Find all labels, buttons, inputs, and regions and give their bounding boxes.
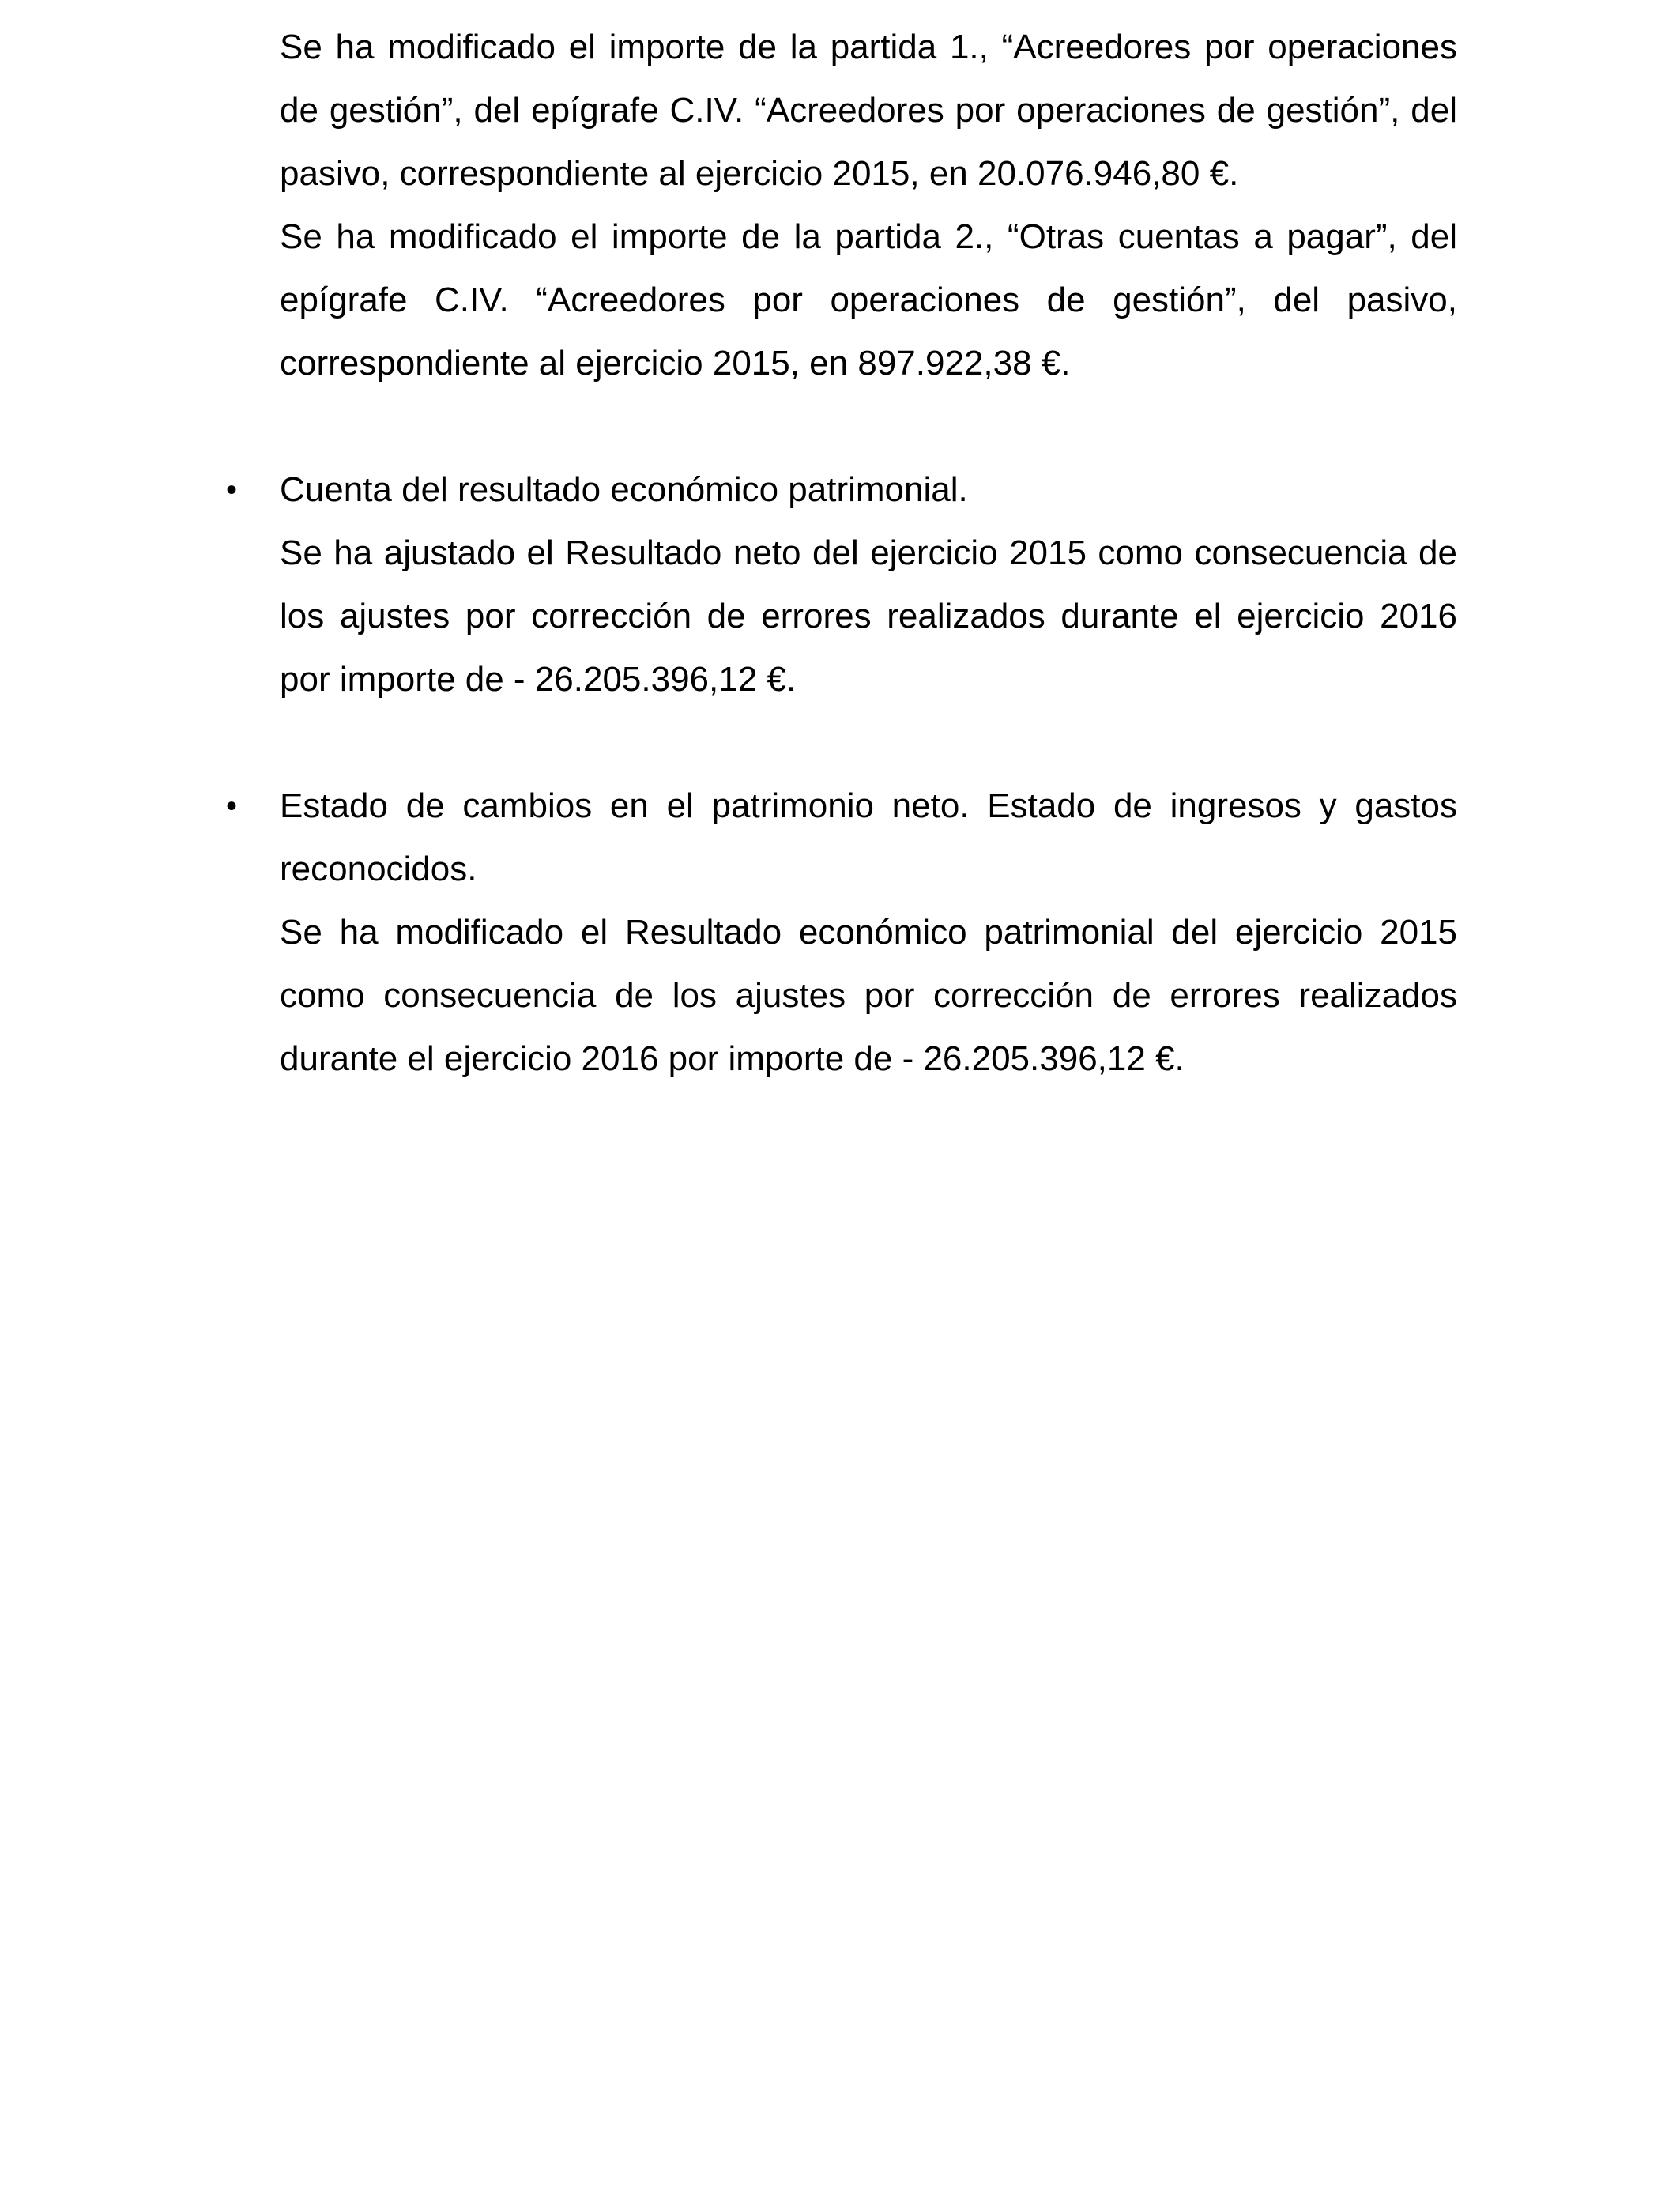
section-body: Se ha ajustado el Resultado neto del ejercicio 2015 como consecuencia de los ajustes por corrección de errores realizados durante el ejercicio 2016 por importe de - 26.205.396,12 €.: [280, 533, 1457, 699]
section-title: Estado de cambios en el patrimonio neto. Estado de ingresos y gastos reconocidos.: [280, 786, 1457, 888]
bullet-icon: •: [226, 473, 238, 507]
section-body: Se ha modificado el Resultado económico patrimonial del ejercicio 2015 como consecuencia de los ajustes por corrección de errores realizados durante el ejercicio 2016 por importe de - 26.205.396,12 €.: [280, 913, 1457, 1078]
section-cuenta-resultado: [226, 458, 1457, 711]
document-content: [226, 16, 1457, 1091]
paragraph-partida-2: Se ha modificado el importe de la partida 2., “Otras cuentas a pagar”, del epígrafe C.IV. “Acreedores por operaciones de gestión”, del pasivo, correspondiente al ejercicio 2015, en 897.922,38 €.: [280, 217, 1457, 383]
bullet-icon: •: [226, 789, 238, 824]
paragraph-partida-1: Se ha modificado el importe de la partida 1., “Acreedores por operaciones de gestión”, del epígrafe C.IV. “Acreedores por operaciones de gestión”, del pasivo, correspondiente al ejercicio 2015, en 20.076.946,80 €.: [280, 28, 1457, 193]
section-estado-cambios: [226, 775, 1457, 1091]
section-title: Cuenta del resultado económico patrimonial.: [280, 470, 968, 509]
